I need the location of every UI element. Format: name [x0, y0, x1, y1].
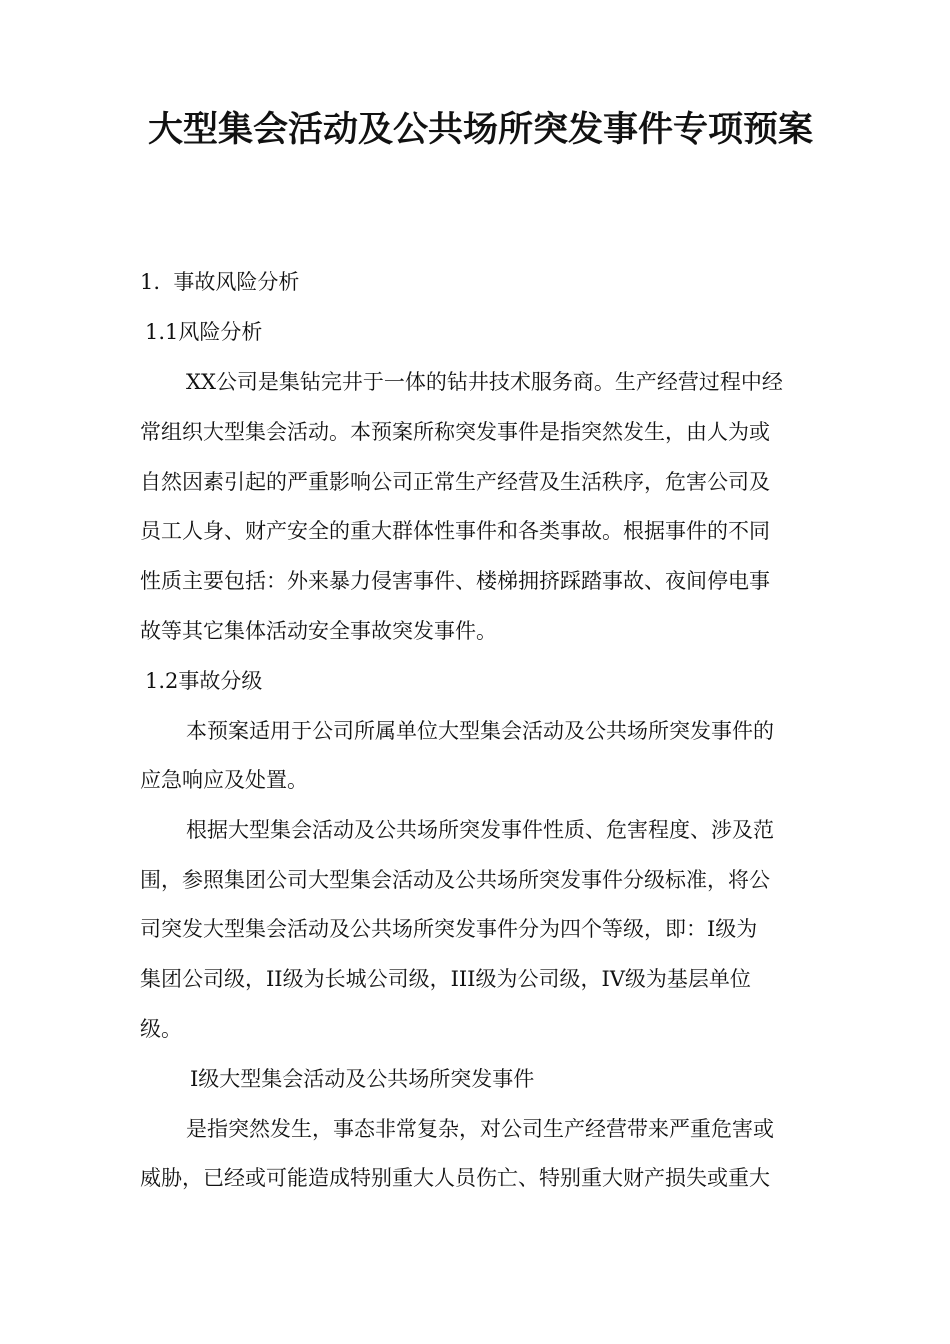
paragraph-line: 围，参照集团公司大型集会活动及公共场所突发事件分级标准，将公	[140, 868, 770, 892]
paragraph-line: 集团公司级，II级为长城公司级，III级为公司级，IV级为基层单位	[140, 967, 751, 991]
paragraph-line: 自然因素引起的严重影响公司正常生产经营及生活秩序，危害公司及	[140, 470, 770, 494]
document-title: 大型集会活动及公共场所突发事件专项预案	[148, 110, 814, 150]
paragraph-line: 司突发大型集会活动及公共场所突发事件分为四个等级，即：I级为	[140, 917, 758, 941]
paragraph-line: 根据大型集会活动及公共场所突发事件性质、危害程度、涉及范	[186, 818, 774, 842]
paragraph-line: 本预案适用于公司所属单位大型集会活动及公共场所突发事件的	[186, 719, 774, 743]
paragraph-line: XX公司是集钻完井于一体的钻井技术服务商。生产经营过程中经	[186, 370, 783, 394]
paragraph-line: 性质主要包括：外来暴力侵害事件、楼梯拥挤踩踏事故、夜间停电事	[140, 569, 770, 593]
paragraph-line: 应急响应及处置。	[140, 768, 308, 792]
paragraph-line: 是指突然发生，事态非常复杂，对公司生产经营带来严重危害或	[186, 1117, 774, 1141]
paragraph-line: 故等其它集体活动安全事故突发事件。	[140, 619, 497, 643]
level-heading: I级大型集会活动及公共场所突发事件	[190, 1067, 535, 1091]
paragraph-line: 常组织大型集会活动。本预案所称突发事件是指突然发生，由人为或	[140, 420, 770, 444]
subsection-heading: 1.2事故分级	[145, 669, 263, 693]
section-heading: 1. 事故风险分析	[140, 270, 300, 294]
paragraph-line: 威胁，已经或可能造成特别重大人员伤亡、特别重大财产损失或重大	[140, 1166, 770, 1190]
paragraph-line: 员工人身、财产安全的重大群体性事件和各类事故。根据事件的不同	[140, 519, 770, 543]
paragraph-line: 级。	[140, 1017, 182, 1041]
subsection-heading: 1.1风险分析	[145, 320, 263, 344]
